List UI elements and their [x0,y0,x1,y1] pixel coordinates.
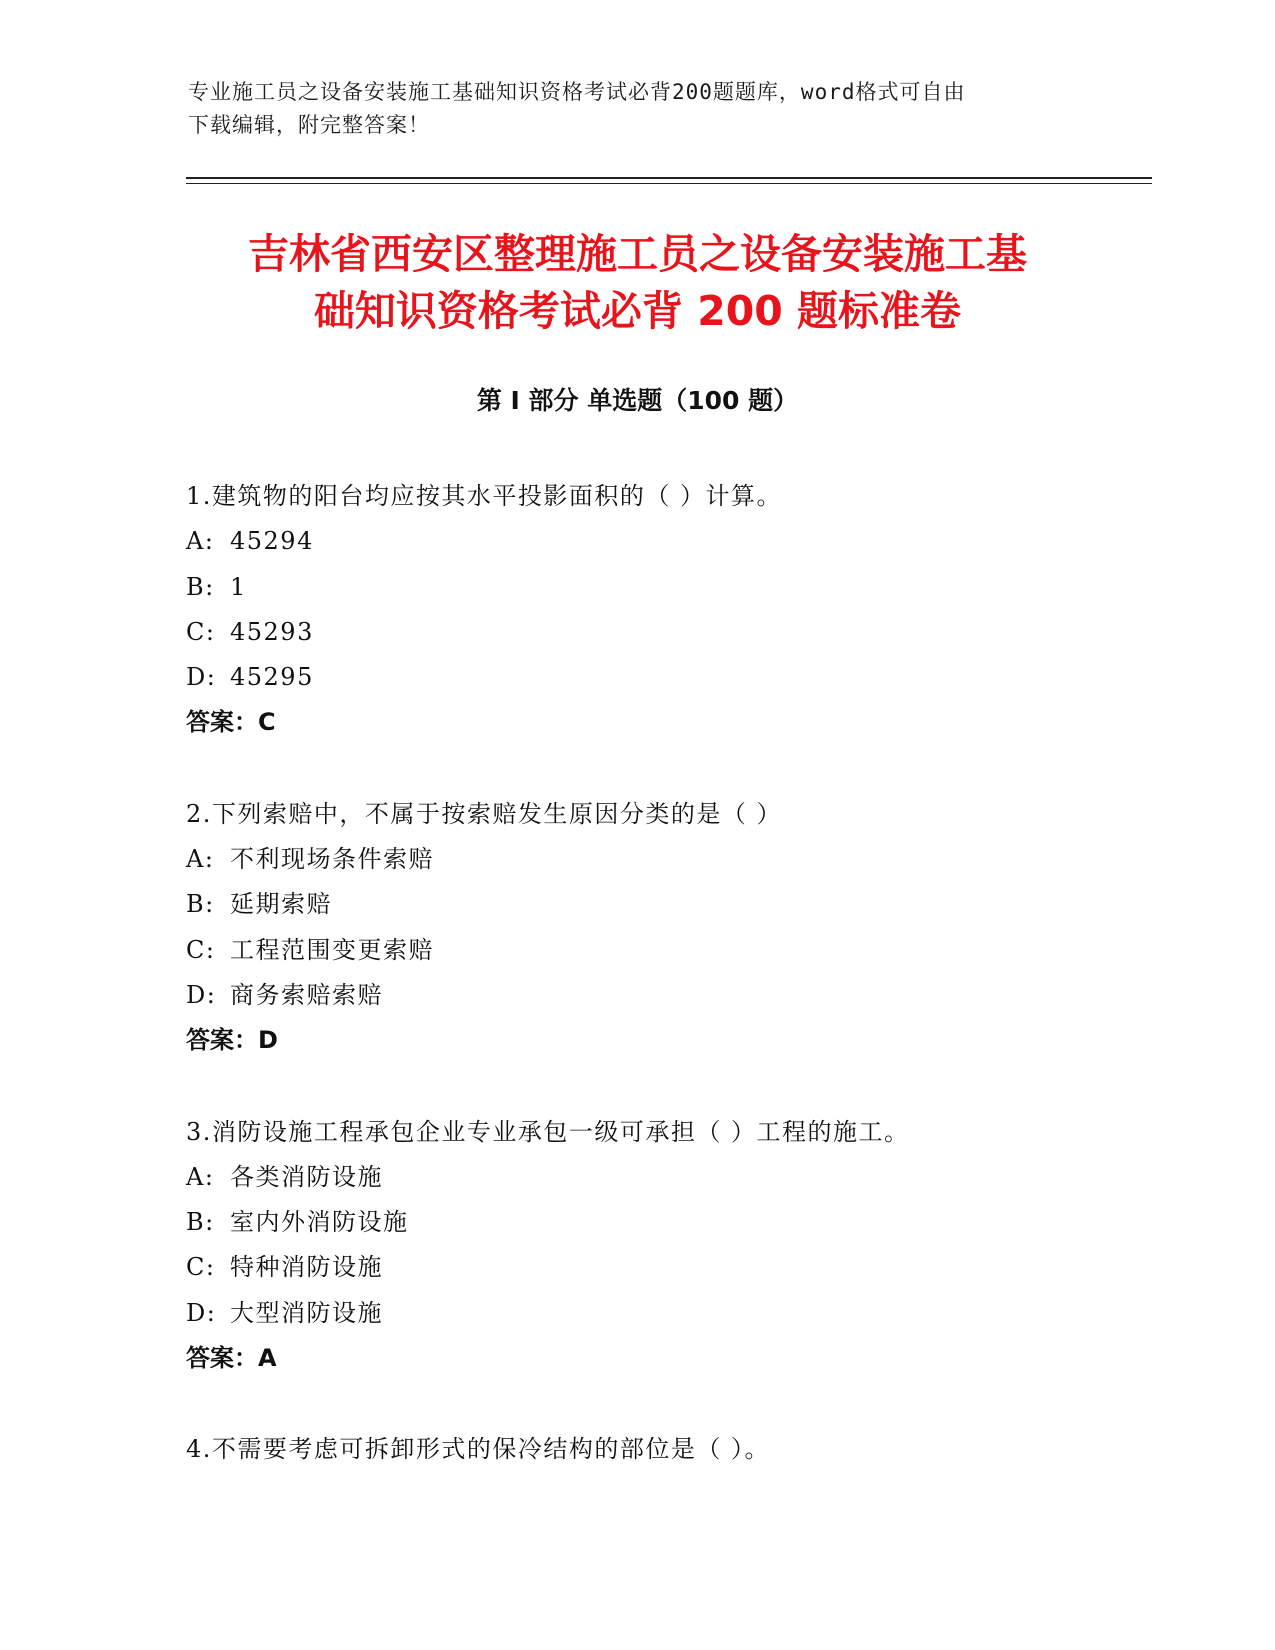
option-d [186,655,1146,700]
option-text: 45293 [230,617,314,646]
header-divider-thin [186,183,1152,184]
question-4 [186,1427,1146,1472]
option-text: 延期索赔 [230,890,332,919]
option-text: 室内外消防设施 [230,1208,409,1237]
option-c [186,928,1146,973]
option-text: 1 [230,572,247,601]
option-text: 工程范围变更索赔 [230,935,434,964]
document-title [150,226,1125,340]
option-text: 45294 [230,527,314,556]
option-letter: D: [186,980,217,1009]
option-d [186,1291,1146,1336]
header-note-line-1: 专业施工员之设备安装施工基础知识资格考试必背200题题库，word格式可自由 [188,80,966,104]
question-stem: 3.消防设施工程承包企业专业承包一级可承担（ ）工程的施工。 [186,1117,910,1146]
answer: 答案：A [186,1344,277,1373]
option-b [186,1200,1146,1245]
question-1 [186,474,1146,746]
option-letter: B: [186,572,215,601]
option-letter: C: [186,935,216,964]
option-text: 大型消防设施 [230,1298,383,1327]
option-letter: A: [186,1162,215,1191]
option-a [186,519,1146,564]
option-b [186,882,1146,927]
option-c [186,610,1146,655]
option-text: 特种消防设施 [230,1253,383,1282]
option-d [186,973,1146,1018]
option-letter: A: [186,527,215,556]
question-3 [186,1110,1146,1382]
question-list [186,474,1146,1519]
option-text: 45295 [230,663,314,692]
option-text: 不利现场条件索赔 [230,845,434,874]
document-title-line-1: 吉林省西安区整理施工员之设备安装施工基 [248,230,1027,278]
question-2 [186,792,1146,1064]
header-note-line-2: 下载编辑，附完整答案！ [188,113,430,137]
question-stem: 1.建筑物的阳台均应按其水平投影面积的（ ）计算。 [186,482,783,510]
option-letter: D: [186,1298,217,1327]
option-c [186,1245,1146,1290]
option-a [186,1155,1146,1200]
option-letter: B: [186,1208,215,1237]
option-text: 商务索赔索赔 [230,980,383,1009]
question-stem: 4.不需要考虑可拆卸形式的保冷结构的部位是（ ）。 [186,1435,771,1464]
option-letter: C: [186,617,216,646]
answer: 答案：D [186,1026,278,1055]
option-a [186,837,1146,882]
option-letter: D: [186,663,217,692]
header-note [188,76,1088,142]
question-stem: 2.下列索赔中，不属于按索赔发生原因分类的是（ ） [186,799,783,828]
document-title-line-2: 础知识资格考试必背 200 题标准卷 [313,287,962,335]
option-b [186,565,1146,610]
header-divider-thick [186,177,1152,179]
option-letter: A: [186,845,215,874]
option-letter: C: [186,1253,216,1282]
section-heading: 第 I 部分 单选题（100 题） [476,386,799,415]
option-letter: B: [186,890,215,919]
answer: 答案：C [186,708,276,737]
option-text: 各类消防设施 [230,1162,383,1191]
